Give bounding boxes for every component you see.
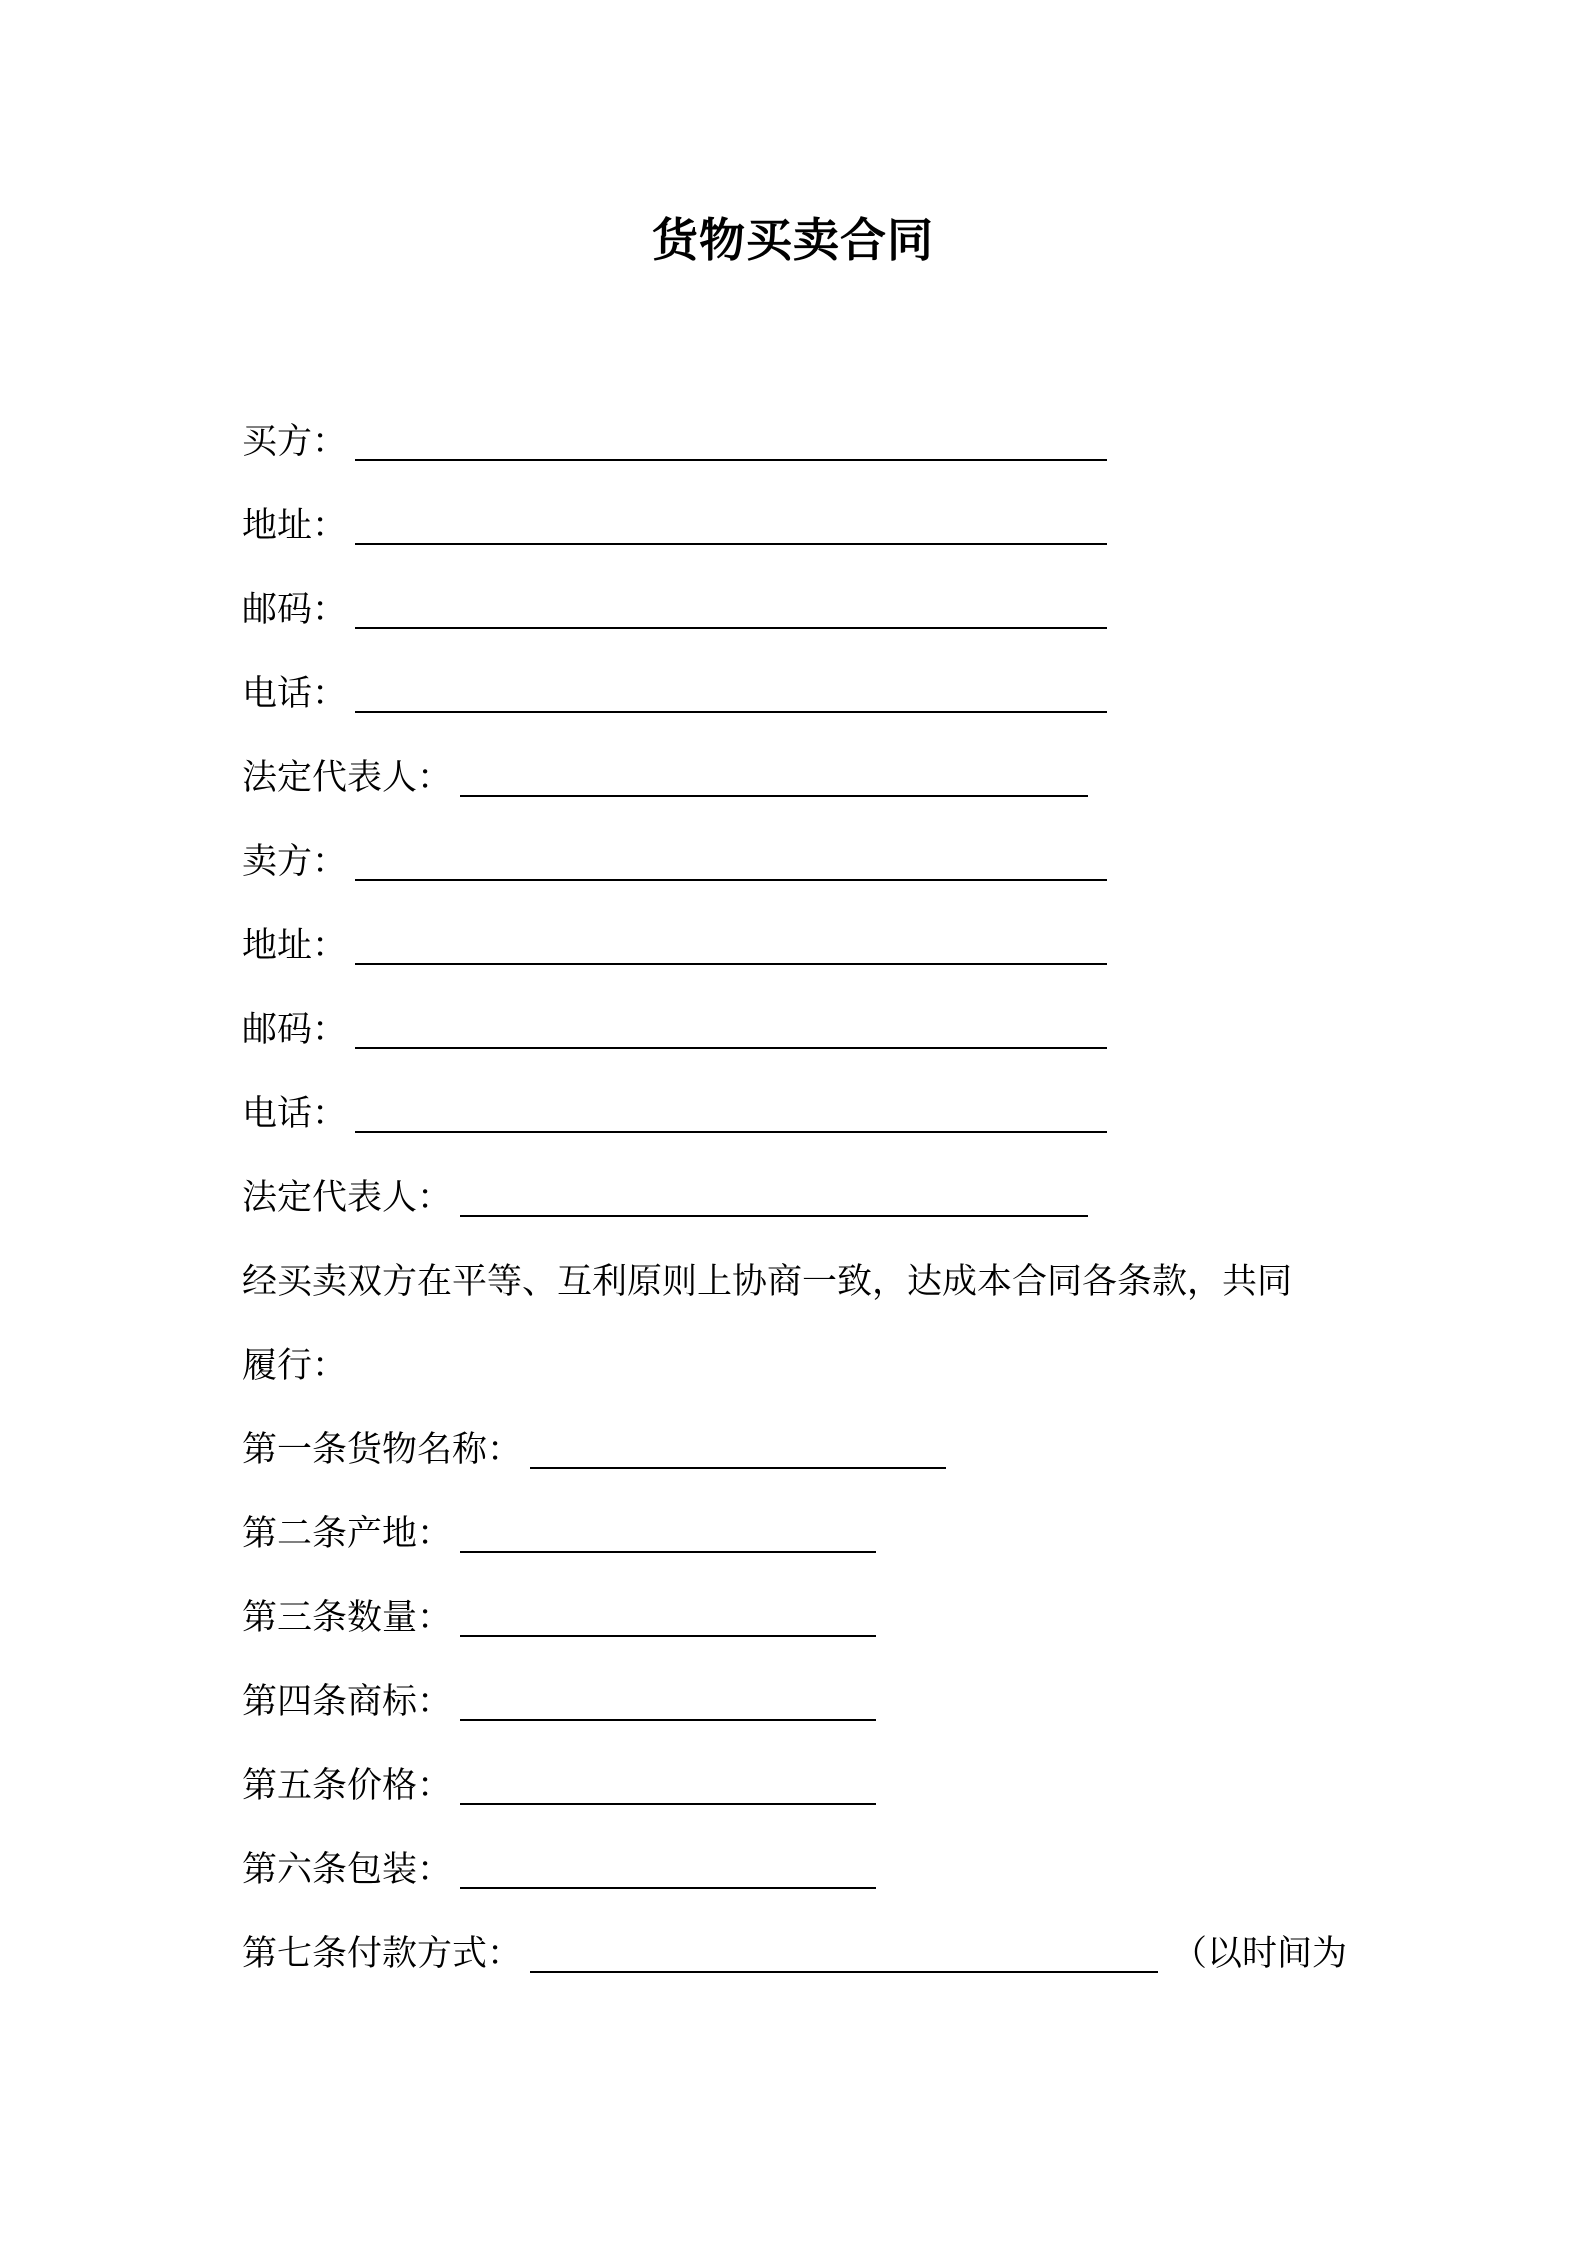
article-2-blank[interactable] — [460, 1504, 876, 1553]
article-6-row — [242, 1840, 1362, 1924]
buyer-phone-label: 电话： — [242, 674, 348, 714]
buyer-phone-blank[interactable] — [355, 664, 1107, 713]
buyer-name-label: 买方： — [242, 422, 348, 462]
article-5-row — [242, 1756, 1362, 1840]
buyer-phone-row — [242, 664, 1362, 748]
buyer-postcode-label: 邮码： — [242, 590, 348, 630]
article-4-blank[interactable] — [460, 1672, 876, 1721]
buyer-address-blank[interactable] — [355, 496, 1107, 545]
seller-legal-rep-label: 法定代表人： — [242, 1178, 453, 1218]
seller-legal-rep-blank[interactable] — [460, 1168, 1088, 1217]
article-7-label: 第七条付款方式： — [242, 1934, 523, 1974]
article-3-label: 第三条数量： — [242, 1598, 453, 1638]
article-1-label: 第一条货物名称： — [242, 1430, 523, 1470]
buyer-address-label: 地址： — [242, 506, 348, 546]
article-4-row — [242, 1672, 1362, 1756]
seller-phone-blank[interactable] — [355, 1084, 1107, 1133]
seller-address-row — [242, 916, 1362, 1000]
buyer-address-row — [242, 496, 1362, 580]
seller-name-blank[interactable] — [355, 832, 1107, 881]
article-2-row — [242, 1504, 1362, 1588]
article-7-blank[interactable] — [530, 1924, 1158, 1973]
buyer-name-blank[interactable] — [355, 412, 1107, 461]
intro-line-1: 经买卖双方在平等、互利原则上协商一致，达成本合同各条款，共同 — [242, 1262, 1293, 1302]
article-7-row — [242, 1924, 1362, 2008]
article-6-blank[interactable] — [460, 1840, 876, 1889]
buyer-name-row — [242, 412, 1362, 496]
article-3-row — [242, 1588, 1362, 1672]
article-7-tail: （以时间为 — [1172, 1934, 1348, 1974]
document-title: 货物买卖合同 — [652, 213, 934, 267]
seller-postcode-row — [242, 1000, 1362, 1084]
intro-line-2: 履行： — [242, 1346, 348, 1386]
article-1-blank[interactable] — [530, 1420, 946, 1469]
article-5-label: 第五条价格： — [242, 1766, 453, 1806]
seller-postcode-blank[interactable] — [355, 1000, 1107, 1049]
buyer-legal-rep-row — [242, 748, 1362, 832]
article-2-label: 第二条产地： — [242, 1514, 453, 1554]
article-6-label: 第六条包装： — [242, 1850, 453, 1890]
seller-name-label: 卖方： — [242, 842, 348, 882]
seller-postcode-label: 邮码： — [242, 1010, 348, 1050]
buyer-legal-rep-blank[interactable] — [460, 748, 1088, 797]
seller-legal-rep-row — [242, 1168, 1362, 1252]
seller-address-label: 地址： — [242, 926, 348, 966]
seller-phone-row — [242, 1084, 1362, 1168]
article-3-blank[interactable] — [460, 1588, 876, 1637]
seller-address-blank[interactable] — [355, 916, 1107, 965]
buyer-legal-rep-label: 法定代表人： — [242, 758, 453, 798]
buyer-postcode-row — [242, 580, 1362, 664]
buyer-postcode-blank[interactable] — [355, 580, 1107, 629]
seller-phone-label: 电话： — [242, 1094, 348, 1134]
contract-body — [242, 412, 1362, 2008]
article-5-blank[interactable] — [460, 1756, 876, 1805]
article-1-row — [242, 1420, 1362, 1504]
article-4-label: 第四条商标： — [242, 1682, 453, 1722]
seller-name-row — [242, 832, 1362, 916]
